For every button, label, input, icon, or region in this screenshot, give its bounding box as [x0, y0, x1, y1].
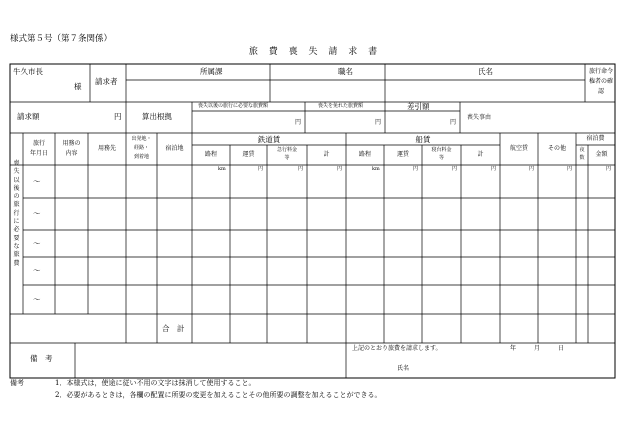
notes-label: 備考 — [10, 379, 24, 387]
diff-yen: 円 — [450, 119, 457, 126]
lodging-place-header: 宿泊地 — [165, 145, 184, 152]
period-label: 喪 失 以 後 の 旅 行 に 必 要 な 旅 費 — [13, 160, 20, 267]
requester-label: 請求者 — [95, 77, 118, 86]
air-unit: 円 — [529, 166, 535, 172]
request-statement: 上記のとおり旅費を請求します。 — [352, 345, 442, 352]
rail-unit-km: km — [218, 166, 226, 172]
notes — [10, 380, 381, 404]
avoided-label: 喪失を免れた旅費額 — [318, 103, 364, 109]
signature-label: 氏名 — [397, 365, 410, 372]
diff-label: 差引額 — [407, 102, 430, 111]
travel-date-header-1: 旅行 — [32, 140, 45, 147]
needed-label: 喪失以後の旅行に必要な旅費額 — [198, 103, 269, 109]
department-label: 所属課 — [200, 67, 223, 76]
nights-header-2: 数 — [579, 155, 585, 161]
date-mark: ～ — [33, 209, 41, 218]
ship-header: 船賃 — [415, 135, 431, 144]
reason-label: 喪失事由 — [467, 114, 492, 121]
sleeper-header-1: 寝台料金 — [431, 147, 452, 153]
route-header-2: 経路・ — [133, 145, 149, 151]
other-header: その他 — [547, 145, 566, 152]
ship-unit-fare: 円 — [413, 166, 419, 172]
lodging-header: 宿泊費 — [586, 135, 605, 142]
date-mark: ～ — [33, 266, 41, 275]
ship-route-header: 路程 — [358, 151, 371, 158]
claim-yen: 円 — [114, 112, 122, 121]
travel-date-header-2: 年月日 — [29, 150, 48, 157]
date-mark: ～ — [33, 177, 41, 186]
basis-label: 算出根拠 — [142, 112, 172, 121]
note-item: 2．必要があるときは，各欄の配置に所要の変更を加えることその他所要の調整を加えることができる。 — [55, 391, 382, 399]
rail-fare-header: 運賃 — [242, 151, 255, 158]
claim-amount-label: 請求額 — [17, 112, 40, 121]
needed-yen: 円 — [295, 119, 302, 126]
honorific: 様 — [74, 82, 82, 91]
remarks-label: 備 考 — [30, 354, 53, 363]
approver-line-3: 認 — [597, 88, 604, 95]
position-label: 職名 — [338, 67, 353, 76]
approver-line-2: 権者の確 — [588, 78, 613, 85]
rail-route-header: 路程 — [204, 151, 217, 158]
total-label: 合 計 — [162, 324, 185, 333]
ship-subtotal-header: 計 — [477, 151, 484, 158]
purpose-header-1: 用務の — [62, 140, 81, 147]
lodging-amount-header: 金額 — [595, 151, 608, 158]
rail-unit-express: 円 — [298, 166, 304, 172]
ship-unit-sleeper: 円 — [452, 166, 458, 172]
lodging-unit: 円 — [606, 166, 612, 172]
approver-line-1: 旅行命令 — [588, 68, 613, 75]
express-header-2: 等 — [284, 155, 290, 161]
destination-header: 用務先 — [97, 145, 116, 152]
rail-unit-subtotal: 円 — [337, 166, 343, 172]
express-header-1: 急行料金 — [276, 147, 297, 153]
request-date: 年 月 日 — [510, 345, 565, 352]
sleeper-header-2: 等 — [438, 155, 444, 161]
name-label: 氏名 — [478, 67, 493, 76]
rail-unit-fare: 円 — [258, 166, 264, 172]
air-header: 航空賃 — [509, 145, 528, 152]
ship-fare-header: 運賃 — [396, 151, 409, 158]
route-header-1: 出発地・ — [131, 136, 152, 142]
date-mark: ～ — [33, 295, 41, 304]
note-item: 1．本様式は，使途に従い不用の文字は抹消して使用すること。 — [55, 379, 256, 387]
form-title: 旅 費 喪 失 請 求 書 — [248, 47, 382, 57]
rail-subtotal-header: 計 — [323, 151, 330, 158]
purpose-header-2: 内容 — [65, 150, 78, 157]
other-unit: 円 — [567, 166, 573, 172]
date-mark: ～ — [33, 239, 41, 248]
avoided-yen: 円 — [375, 119, 382, 126]
nights-header-1: 夜 — [579, 147, 585, 153]
ship-unit-subtotal: 円 — [491, 166, 497, 172]
rail-header: 鉄道賃 — [257, 135, 281, 144]
form-number: 様式第５号（第７条関係） — [10, 34, 113, 44]
ship-unit-km: km — [372, 166, 380, 172]
route-header-3: 到着地 — [133, 154, 149, 160]
addressee: 牛久市長 — [13, 67, 43, 76]
